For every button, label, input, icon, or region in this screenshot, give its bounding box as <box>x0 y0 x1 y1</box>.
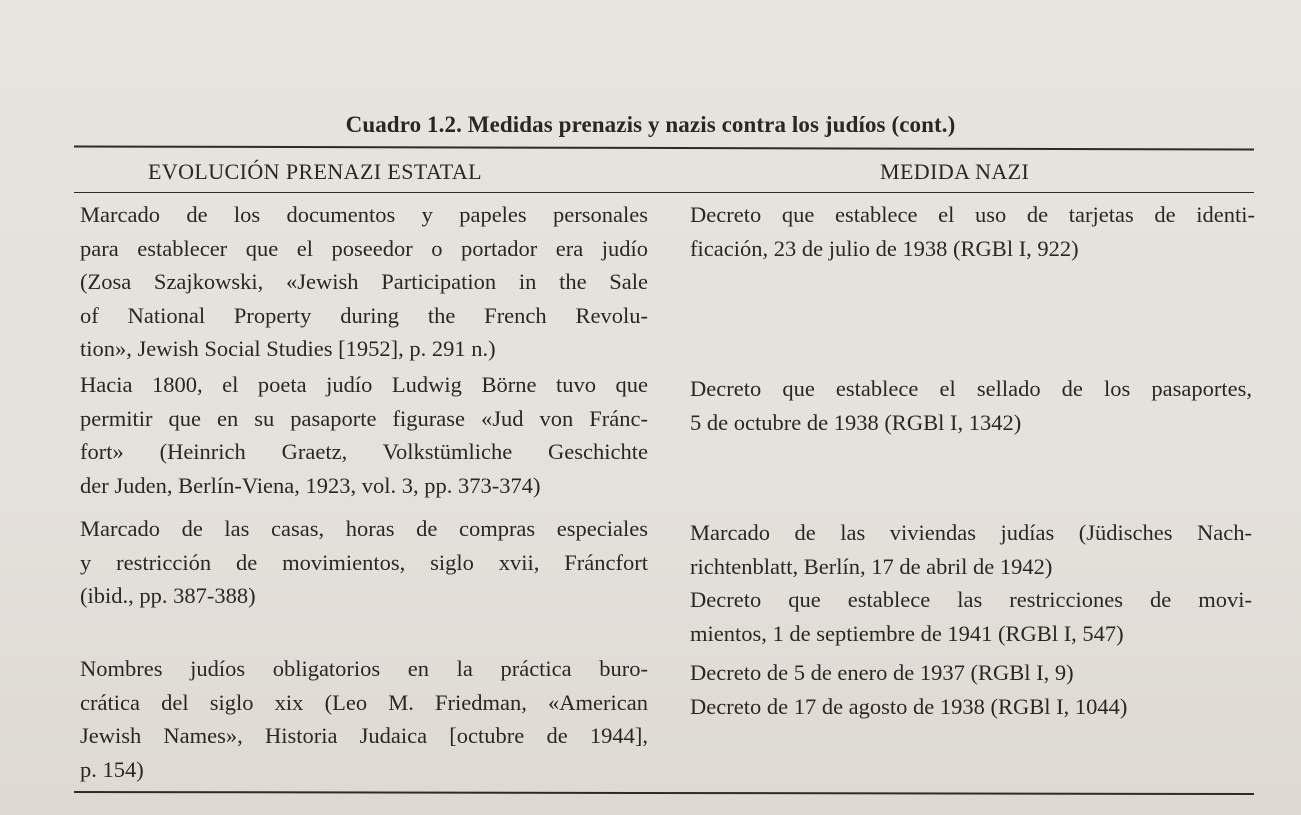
text-line: richtenblatt, Berlín, 17 de abril de 1942) <box>690 553 1053 579</box>
text-line: of National Property during the French Revolu- <box>80 302 648 328</box>
text-line: permitir que en su pasaporte figurase «Jud von Fránc- <box>80 405 648 431</box>
table-row-1-left <box>80 198 648 366</box>
text-line: Hacia 1800, el poeta judío Ludwig Börne tuvo que <box>80 372 648 397</box>
table-row-3-left <box>80 512 648 613</box>
text-line: (ibid., pp. 387-388) <box>80 583 256 608</box>
text-line: 5 de octubre de 1938 (RGBl I, 1342) <box>690 409 1022 435</box>
text-line: tion», Jewish Social Studies [1952], p. 291 n.) <box>80 336 496 361</box>
text-line: Decreto que establece las restricciones de movi- <box>690 587 1252 612</box>
text-line: Decreto de 17 de agosto de 1938 (RGBl I, 1044) <box>690 693 1128 719</box>
text-line: Decreto que establece el uso de tarjetas de identi- <box>690 202 1255 227</box>
text-line: Nombres judíos obligatorios en la práctica buro- <box>80 656 648 681</box>
text-line: (Zosa Szajkowski, «Jewish Participation in the Sale <box>80 269 648 294</box>
text-line: para establecer que el poseedor o portador era judío <box>80 235 648 261</box>
text-line: Marcado de las viviendas judías (Jüdisches Nach- <box>690 520 1252 545</box>
table-row-1-right <box>690 198 1255 265</box>
table-row-2-right <box>690 372 1252 439</box>
table-row-2-left <box>80 368 648 502</box>
text-line: Decreto que establece el sellado de los pasaportes, <box>690 376 1252 401</box>
text-line: Jewish Names», Historia Judaica [octubre de 1944], <box>80 723 648 748</box>
text-line: crática del siglo xix (Leo M. Friedman, «American <box>80 689 648 715</box>
table-row-4-right <box>690 656 1245 723</box>
table-top-rule <box>74 145 1254 150</box>
table-caption: Cuadro 1.2. Medidas prenazis y nazis contra los judíos (cont.) <box>345 112 956 137</box>
table-header-rule <box>74 192 1254 193</box>
text-line: ficación, 23 de julio de 1938 (RGBl I, 922) <box>690 235 1079 261</box>
text-line: Marcado de las casas, horas de compras especiales <box>80 516 648 541</box>
table-bottom-rule <box>74 791 1254 795</box>
text-line: mientos, 1 de septiembre de 1941 (RGBl I, 547) <box>690 620 1124 646</box>
text-line: p. 154) <box>80 756 144 782</box>
text-line: y restricción de movimientos, siglo xvii, Fráncfort <box>80 549 648 575</box>
text-line: Decreto de 5 de enero de 1937 (RGBl I, 9) <box>690 660 1074 685</box>
column-header-nazi: MEDIDA NAZI <box>880 159 1030 184</box>
table-row-3-right <box>690 516 1252 650</box>
table-row-4-left <box>80 652 648 786</box>
text-line: Marcado de los documentos y papeles personales <box>80 202 648 227</box>
text-line: der Juden, Berlín-Viena, 1923, vol. 3, pp. 373-374) <box>80 472 541 498</box>
column-header-prenazi: EVOLUCIÓN PRENAZI ESTATAL <box>148 159 483 184</box>
text-line: fort» (Heinrich Graetz, Volkstümliche Geschichte <box>80 439 648 464</box>
